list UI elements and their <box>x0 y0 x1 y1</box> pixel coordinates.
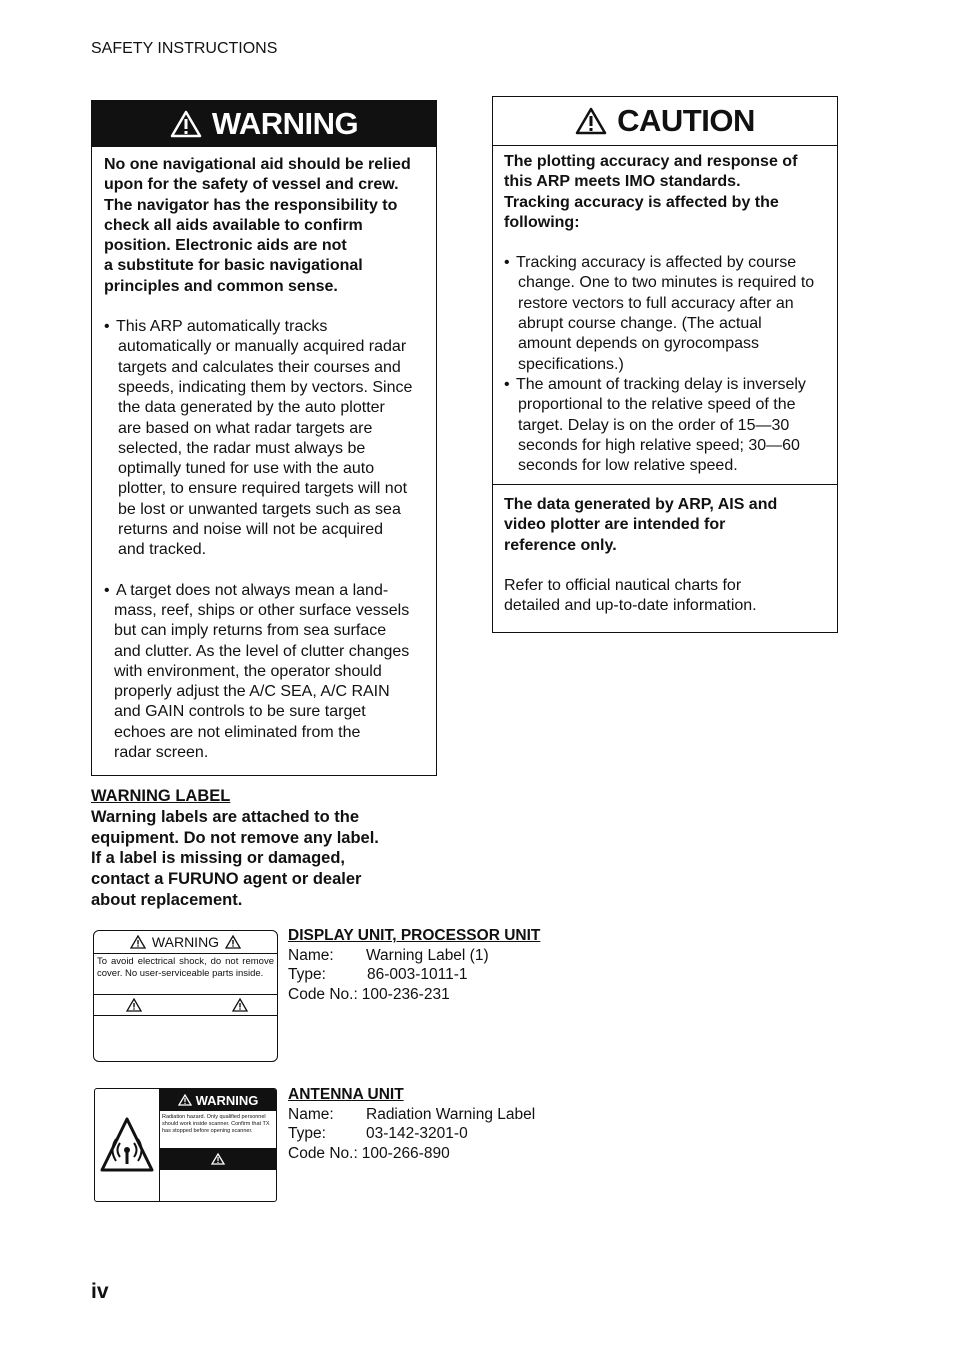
warning-triangle-icon <box>232 998 248 1012</box>
warning-triangle-icon <box>225 935 241 949</box>
caution-intro: The plotting accuracy and response of this ARP meets IMO standards. Tracking accuracy is affected by the following: <box>504 153 798 231</box>
warning-box <box>91 100 437 776</box>
warning-bullet-arp: • This ARP automatically tracks automatically or manually acquired radar targets and calculates their courses and speeds, indicating them by vectors. Since the data generated by the auto plotter are based on what radar targets are selected, the radar must always be optimally tuned for use with the auto plotter, to ensure required targets will not be lost or unwanted targets such as sea returns and noise will not be acquired and tracked. <box>104 318 413 559</box>
warning-intro: No one navigational aid should be relied upon for the safety of vessel and crew. The navigator has the responsibility to check all aids available to confirm position. Electronic aids are not a substitute for basic navigational principles and common sense. <box>104 156 411 295</box>
caution-bullet-course: • Tracking accuracy is affected by course change. One to two minutes is required to restore vectors to full accuracy after an abrupt course change. (The actual amount depends on gyrocompass specifications.) <box>504 254 815 373</box>
radiation-hazard-icon <box>100 1116 154 1174</box>
warning-triangle-icon <box>130 935 146 949</box>
caution-box <box>492 96 838 633</box>
caution-reference-section: The data generated by ARP, AIS and video plotter are intended for reference only. Refer to official nautical charts for detailed and up-to-date information. <box>493 484 837 616</box>
warning-title: WARNING <box>211 106 359 141</box>
warning-bullet-target: • A target does not always mean a land- mass, reef, ships or other surface vessels but can imply returns from sea surface and clutter. As the level of clutter changes with environment, the operator should properly adjust the A/C SEA, A/C RAIN and GAIN controls to be sure target echoes are not eliminated from the radar screen. <box>104 581 410 762</box>
warning-triangle-icon <box>211 1153 225 1165</box>
caution-triangle-icon <box>575 107 607 135</box>
display-unit-info: DISPLAY UNIT, PROCESSOR UNIT Name: Warning Label (1) Type: 86-003-1011-1 Code No.: 100-236-231 <box>288 927 541 1003</box>
page-number: iv <box>91 1280 109 1303</box>
warning-triangle-icon <box>126 998 142 1012</box>
caution-bullet-delay: • The amount of tracking delay is inversely proportional to the relative speed of the target. Delay is on the order of 15—30 seconds for high relative speed; 30—60 seconds for low relative speed. <box>504 375 806 475</box>
warning-triangle-icon <box>178 1094 192 1106</box>
running-header: SAFETY INSTRUCTIONS <box>91 40 278 57</box>
caution-header <box>493 97 837 146</box>
warning-triangle-icon <box>170 110 202 138</box>
warning-label-heading: WARNING LABEL <box>91 787 231 805</box>
display-warning-label-image: WARNING To avoid electrical shock, do not remove cover. No user-serviceable parts inside. <box>93 930 278 1062</box>
antenna-unit-info: ANTENNA UNIT Name: Radiation Warning Label Type: 03-142-3201-0 Code No.: 100-266-890 <box>288 1086 536 1162</box>
caution-title: CAUTION <box>617 103 755 138</box>
warning-header <box>92 101 436 147</box>
antenna-warning-label-image: WARNING Radiation hazard. Only qualified personnel should work inside scanner. Confirm that TX has stopped before opening scanner. <box>94 1088 277 1202</box>
warning-label-section: WARNING LABEL Warning labels are attached to the equipment. Do not remove any label. If a label is missing or damaged, contact a FURUNO agent or dealer about replacement. <box>91 786 451 911</box>
